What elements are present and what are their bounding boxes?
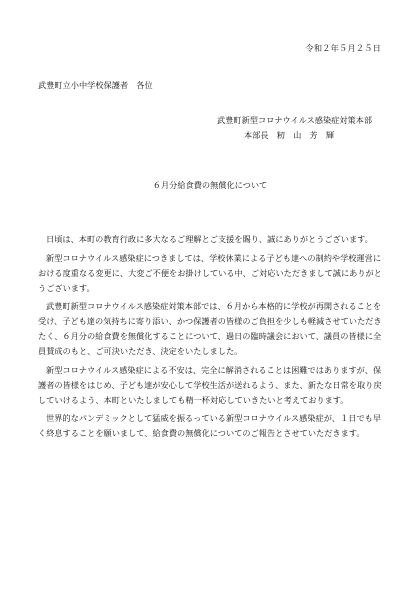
letter-title: ６月分給食費の無償化について (152, 180, 268, 190)
body-paragraph: 武豊町新型コロナウイルス感染症対策本部では、６月から本格的に学校が再開されることを受け、子ども達の気持ちに寄り添い、かつ保護者の皆様のご負担を少しも軽減させていただきたく、６月分の給食費を無償化することについて、過日の臨時議会において、議員の皆様に全員賛成のもと、ご可決いただき、決定をいたしました。 (38, 301, 382, 357)
sender-name: 本部長 籾 山 芳 輝 (244, 130, 335, 140)
letter-body (38, 232, 386, 445)
letter-date: 令和２年５月２５日 (305, 43, 381, 53)
body-paragraph: 世界的なパンデミックとして猛威を振るっている新型コロナウイルス感染症が、１日でも早く終息することを願いまして、給食費の無償化についてのご報告とさせていただきます。 (38, 413, 382, 439)
sender-organization: 武豊町新型コロナウイルス感染症対策本部 (217, 115, 373, 125)
body-paragraph: 日頃は、本町の教育行政に多大なるご理解とご支援を賜り、誠にありがとうございます。 (46, 234, 373, 244)
letter-recipient: 武豊町立小中学校保護者 各位 (38, 80, 153, 90)
body-paragraph: 新型コロナウイルス感染症につきましては、学校休業による子ども達への制約や学校運営における度重なる変更に、大変ご不便をお掛けしている中、ご対応いただきまして誠にありがとうございます。 (38, 252, 382, 293)
letter-sender (217, 113, 372, 143)
body-paragraph: 新型コロナウイルス感染症による不安は、完全に解消されることは困難ではありますが、保護者の皆様をはじめ、子ども達が安心して学校生活が送れるよう、また、新たな日常を取り戻していけるよう、本町といたしましても精一杯対応していきたいと考えております。 (38, 364, 382, 405)
